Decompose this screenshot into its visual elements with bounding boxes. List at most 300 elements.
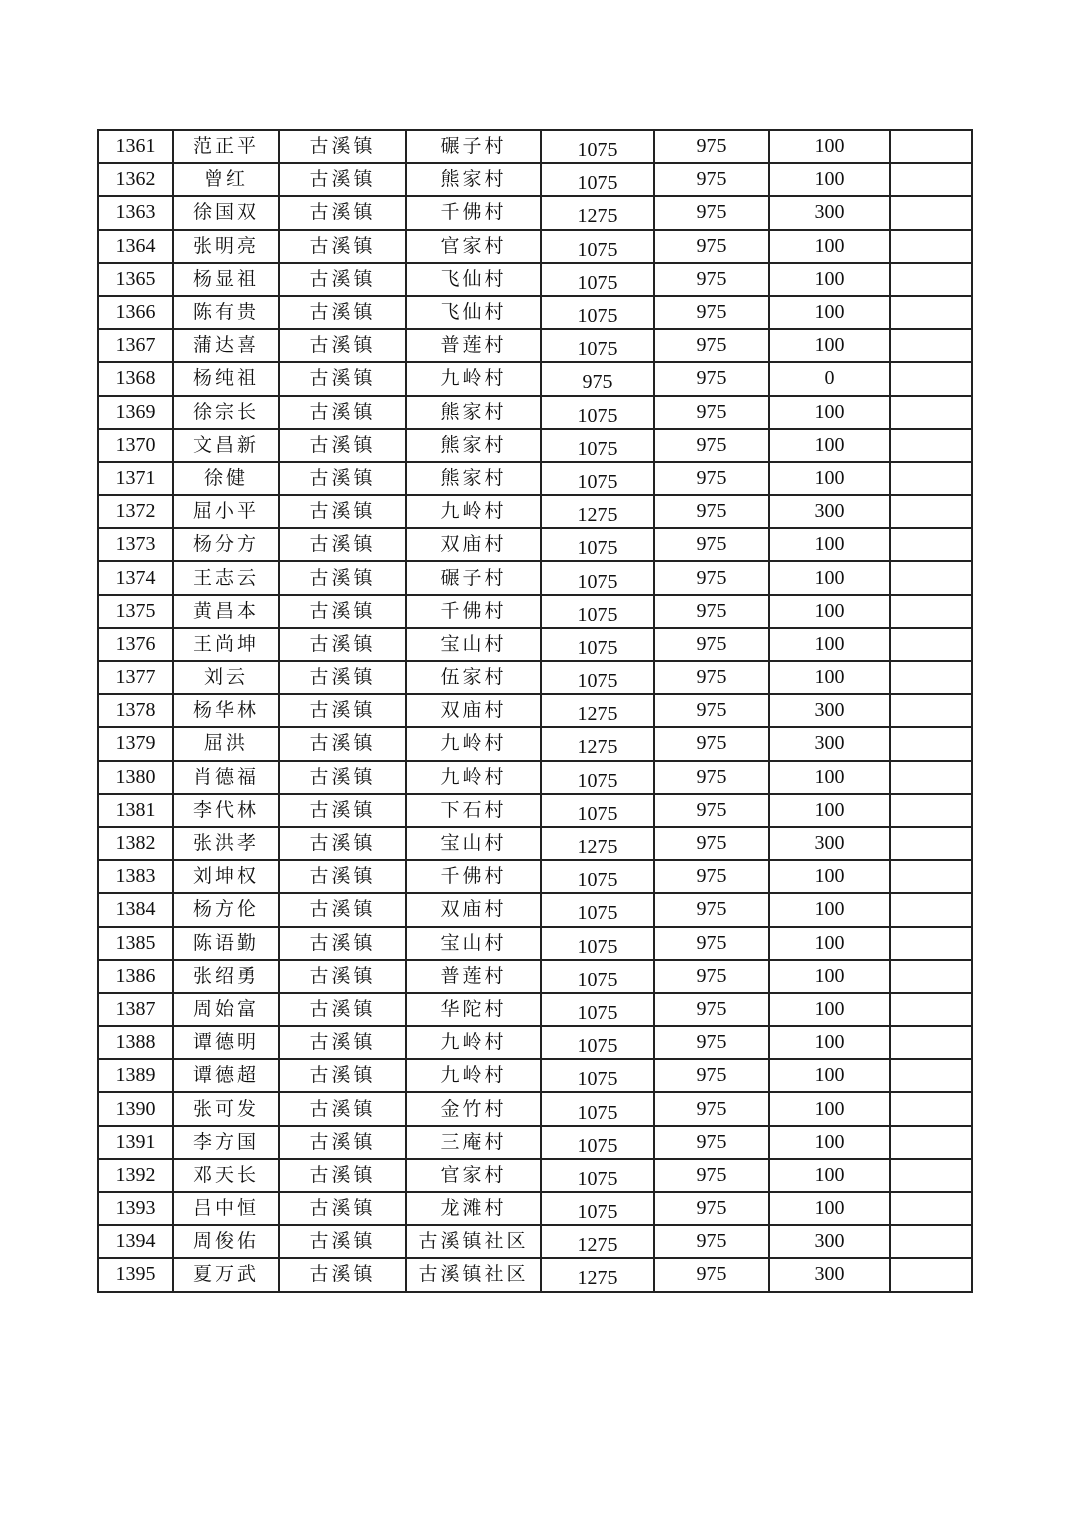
amount-total-cell: 1075 bbox=[541, 1092, 654, 1125]
table-row bbox=[98, 1026, 972, 1059]
remarks-cell bbox=[890, 927, 972, 960]
village-name-cell: 千佛村 bbox=[406, 860, 541, 893]
remarks-cell bbox=[890, 296, 972, 329]
amount-base-cell: 975 bbox=[654, 495, 769, 528]
village-name-cell: 双庙村 bbox=[406, 528, 541, 561]
amount-total-cell: 1275 bbox=[541, 727, 654, 760]
amount-total-cell: 1075 bbox=[541, 860, 654, 893]
amount-difference-cell: 100 bbox=[769, 462, 890, 495]
row-number-cell: 1365 bbox=[98, 263, 173, 296]
village-name-cell: 三庵村 bbox=[406, 1126, 541, 1159]
village-name-cell: 龙滩村 bbox=[406, 1192, 541, 1225]
amount-difference-cell: 300 bbox=[769, 694, 890, 727]
person-name-cell: 刘坤权 bbox=[173, 860, 279, 893]
person-name-cell: 周俊佑 bbox=[173, 1225, 279, 1258]
row-number-cell: 1377 bbox=[98, 661, 173, 694]
remarks-cell bbox=[890, 893, 972, 926]
remarks-cell bbox=[890, 694, 972, 727]
table-row bbox=[98, 263, 972, 296]
amount-total-cell: 1275 bbox=[541, 827, 654, 860]
row-number-cell: 1367 bbox=[98, 329, 173, 362]
remarks-cell bbox=[890, 495, 972, 528]
person-name-cell: 夏万武 bbox=[173, 1258, 279, 1291]
amount-base-cell: 975 bbox=[654, 1225, 769, 1258]
amount-difference-cell: 100 bbox=[769, 561, 890, 594]
amount-base-cell: 975 bbox=[654, 993, 769, 1026]
roster-body bbox=[98, 130, 972, 1292]
village-name-cell: 碾子村 bbox=[406, 130, 541, 163]
row-number-cell: 1368 bbox=[98, 362, 173, 395]
person-name-cell: 谭德超 bbox=[173, 1059, 279, 1092]
town-name-cell: 古溪镇 bbox=[279, 860, 406, 893]
town-name-cell: 古溪镇 bbox=[279, 561, 406, 594]
person-name-cell: 曾红 bbox=[173, 163, 279, 196]
table-row bbox=[98, 661, 972, 694]
remarks-cell bbox=[890, 860, 972, 893]
town-name-cell: 古溪镇 bbox=[279, 893, 406, 926]
amount-base-cell: 975 bbox=[654, 595, 769, 628]
table-row bbox=[98, 1092, 972, 1125]
person-name-cell: 肖德福 bbox=[173, 761, 279, 794]
amount-base-cell: 975 bbox=[654, 794, 769, 827]
row-number-cell: 1388 bbox=[98, 1026, 173, 1059]
remarks-cell bbox=[890, 263, 972, 296]
amount-base-cell: 975 bbox=[654, 130, 769, 163]
row-number-cell: 1375 bbox=[98, 595, 173, 628]
amount-base-cell: 975 bbox=[654, 727, 769, 760]
amount-base-cell: 975 bbox=[654, 1192, 769, 1225]
table-row bbox=[98, 1159, 972, 1192]
table-row bbox=[98, 130, 972, 163]
village-name-cell: 九岭村 bbox=[406, 495, 541, 528]
amount-difference-cell: 100 bbox=[769, 761, 890, 794]
village-name-cell: 宝山村 bbox=[406, 927, 541, 960]
row-number-cell: 1373 bbox=[98, 528, 173, 561]
roster-table bbox=[97, 129, 973, 1293]
amount-base-cell: 975 bbox=[654, 1126, 769, 1159]
remarks-cell bbox=[890, 362, 972, 395]
remarks-cell bbox=[890, 1026, 972, 1059]
table-row bbox=[98, 927, 972, 960]
amount-base-cell: 975 bbox=[654, 329, 769, 362]
table-row bbox=[98, 462, 972, 495]
person-name-cell: 李代林 bbox=[173, 794, 279, 827]
amount-total-cell: 1075 bbox=[541, 130, 654, 163]
table-row bbox=[98, 860, 972, 893]
remarks-cell bbox=[890, 329, 972, 362]
person-name-cell: 杨显祖 bbox=[173, 263, 279, 296]
amount-base-cell: 975 bbox=[654, 1159, 769, 1192]
table-row bbox=[98, 893, 972, 926]
amount-total-cell: 1075 bbox=[541, 595, 654, 628]
town-name-cell: 古溪镇 bbox=[279, 727, 406, 760]
table-row bbox=[98, 1126, 972, 1159]
table-row bbox=[98, 396, 972, 429]
person-name-cell: 范正平 bbox=[173, 130, 279, 163]
amount-total-cell: 1275 bbox=[541, 495, 654, 528]
amount-base-cell: 975 bbox=[654, 561, 769, 594]
amount-difference-cell: 100 bbox=[769, 396, 890, 429]
amount-difference-cell: 100 bbox=[769, 893, 890, 926]
amount-base-cell: 975 bbox=[654, 528, 769, 561]
village-name-cell: 华陀村 bbox=[406, 993, 541, 1026]
village-name-cell: 宝山村 bbox=[406, 628, 541, 661]
amount-difference-cell: 100 bbox=[769, 661, 890, 694]
village-name-cell: 古溪镇社区 bbox=[406, 1225, 541, 1258]
table-row bbox=[98, 794, 972, 827]
amount-difference-cell: 100 bbox=[769, 296, 890, 329]
row-number-cell: 1394 bbox=[98, 1225, 173, 1258]
amount-base-cell: 975 bbox=[654, 960, 769, 993]
remarks-cell bbox=[890, 130, 972, 163]
person-name-cell: 杨华林 bbox=[173, 694, 279, 727]
row-number-cell: 1395 bbox=[98, 1258, 173, 1291]
town-name-cell: 古溪镇 bbox=[279, 927, 406, 960]
row-number-cell: 1384 bbox=[98, 893, 173, 926]
remarks-cell bbox=[890, 1192, 972, 1225]
person-name-cell: 文昌新 bbox=[173, 429, 279, 462]
town-name-cell: 古溪镇 bbox=[279, 130, 406, 163]
person-name-cell: 周始富 bbox=[173, 993, 279, 1026]
amount-difference-cell: 100 bbox=[769, 1159, 890, 1192]
remarks-cell bbox=[890, 1225, 972, 1258]
table-row bbox=[98, 727, 972, 760]
amount-difference-cell: 100 bbox=[769, 960, 890, 993]
amount-total-cell: 1275 bbox=[541, 196, 654, 229]
town-name-cell: 古溪镇 bbox=[279, 462, 406, 495]
town-name-cell: 古溪镇 bbox=[279, 1059, 406, 1092]
person-name-cell: 陈有贵 bbox=[173, 296, 279, 329]
amount-difference-cell: 100 bbox=[769, 329, 890, 362]
town-name-cell: 古溪镇 bbox=[279, 1026, 406, 1059]
amount-total-cell: 1075 bbox=[541, 993, 654, 1026]
row-number-cell: 1382 bbox=[98, 827, 173, 860]
village-name-cell: 官家村 bbox=[406, 230, 541, 263]
table-row bbox=[98, 628, 972, 661]
amount-total-cell: 1075 bbox=[541, 1159, 654, 1192]
amount-total-cell: 1075 bbox=[541, 561, 654, 594]
remarks-cell bbox=[890, 595, 972, 628]
amount-total-cell: 1275 bbox=[541, 694, 654, 727]
town-name-cell: 古溪镇 bbox=[279, 1126, 406, 1159]
amount-total-cell: 1075 bbox=[541, 263, 654, 296]
row-number-cell: 1380 bbox=[98, 761, 173, 794]
village-name-cell: 熊家村 bbox=[406, 163, 541, 196]
person-name-cell: 张洪孝 bbox=[173, 827, 279, 860]
village-name-cell: 普莲村 bbox=[406, 329, 541, 362]
amount-base-cell: 975 bbox=[654, 462, 769, 495]
row-number-cell: 1372 bbox=[98, 495, 173, 528]
table-row bbox=[98, 528, 972, 561]
table-row bbox=[98, 561, 972, 594]
amount-total-cell: 1275 bbox=[541, 1225, 654, 1258]
village-name-cell: 熊家村 bbox=[406, 429, 541, 462]
village-name-cell: 九岭村 bbox=[406, 1059, 541, 1092]
amount-total-cell: 1075 bbox=[541, 230, 654, 263]
table-row bbox=[98, 960, 972, 993]
table-row bbox=[98, 296, 972, 329]
row-number-cell: 1390 bbox=[98, 1092, 173, 1125]
town-name-cell: 古溪镇 bbox=[279, 528, 406, 561]
person-name-cell: 蒲达喜 bbox=[173, 329, 279, 362]
person-name-cell: 谭德明 bbox=[173, 1026, 279, 1059]
table-row bbox=[98, 230, 972, 263]
amount-difference-cell: 100 bbox=[769, 130, 890, 163]
amount-difference-cell: 100 bbox=[769, 927, 890, 960]
person-name-cell: 徐国双 bbox=[173, 196, 279, 229]
row-number-cell: 1387 bbox=[98, 993, 173, 1026]
village-name-cell: 九岭村 bbox=[406, 1026, 541, 1059]
amount-total-cell: 1075 bbox=[541, 1026, 654, 1059]
amount-total-cell: 1075 bbox=[541, 462, 654, 495]
amount-total-cell: 1075 bbox=[541, 1059, 654, 1092]
person-name-cell: 张可发 bbox=[173, 1092, 279, 1125]
person-name-cell: 黄昌本 bbox=[173, 595, 279, 628]
amount-base-cell: 975 bbox=[654, 263, 769, 296]
village-name-cell: 飞仙村 bbox=[406, 296, 541, 329]
village-name-cell: 九岭村 bbox=[406, 761, 541, 794]
table-row bbox=[98, 993, 972, 1026]
town-name-cell: 古溪镇 bbox=[279, 827, 406, 860]
town-name-cell: 古溪镇 bbox=[279, 628, 406, 661]
village-name-cell: 下石村 bbox=[406, 794, 541, 827]
amount-difference-cell: 100 bbox=[769, 263, 890, 296]
row-number-cell: 1361 bbox=[98, 130, 173, 163]
village-name-cell: 九岭村 bbox=[406, 727, 541, 760]
remarks-cell bbox=[890, 661, 972, 694]
remarks-cell bbox=[890, 993, 972, 1026]
village-name-cell: 千佛村 bbox=[406, 196, 541, 229]
amount-base-cell: 975 bbox=[654, 860, 769, 893]
town-name-cell: 古溪镇 bbox=[279, 362, 406, 395]
amount-difference-cell: 100 bbox=[769, 595, 890, 628]
village-name-cell: 官家村 bbox=[406, 1159, 541, 1192]
row-number-cell: 1392 bbox=[98, 1159, 173, 1192]
town-name-cell: 古溪镇 bbox=[279, 396, 406, 429]
town-name-cell: 古溪镇 bbox=[279, 429, 406, 462]
amount-difference-cell: 100 bbox=[769, 794, 890, 827]
village-name-cell: 古溪镇社区 bbox=[406, 1258, 541, 1291]
town-name-cell: 古溪镇 bbox=[279, 794, 406, 827]
remarks-cell bbox=[890, 794, 972, 827]
table-row bbox=[98, 595, 972, 628]
amount-difference-cell: 100 bbox=[769, 1059, 890, 1092]
remarks-cell bbox=[890, 1258, 972, 1291]
amount-total-cell: 975 bbox=[541, 362, 654, 395]
person-name-cell: 杨分方 bbox=[173, 528, 279, 561]
amount-difference-cell: 100 bbox=[769, 1192, 890, 1225]
row-number-cell: 1385 bbox=[98, 927, 173, 960]
amount-total-cell: 1075 bbox=[541, 329, 654, 362]
amount-difference-cell: 300 bbox=[769, 727, 890, 760]
remarks-cell bbox=[890, 429, 972, 462]
village-name-cell: 普莲村 bbox=[406, 960, 541, 993]
amount-base-cell: 975 bbox=[654, 628, 769, 661]
amount-difference-cell: 300 bbox=[769, 196, 890, 229]
amount-base-cell: 975 bbox=[654, 163, 769, 196]
town-name-cell: 古溪镇 bbox=[279, 495, 406, 528]
table-row bbox=[98, 196, 972, 229]
village-name-cell: 碾子村 bbox=[406, 561, 541, 594]
village-name-cell: 飞仙村 bbox=[406, 263, 541, 296]
table-row bbox=[98, 1059, 972, 1092]
row-number-cell: 1366 bbox=[98, 296, 173, 329]
amount-difference-cell: 100 bbox=[769, 429, 890, 462]
person-name-cell: 李方国 bbox=[173, 1126, 279, 1159]
amount-base-cell: 975 bbox=[654, 429, 769, 462]
row-number-cell: 1381 bbox=[98, 794, 173, 827]
village-name-cell: 宝山村 bbox=[406, 827, 541, 860]
person-name-cell: 刘云 bbox=[173, 661, 279, 694]
table-row bbox=[98, 329, 972, 362]
amount-base-cell: 975 bbox=[654, 893, 769, 926]
person-name-cell: 徐宗长 bbox=[173, 396, 279, 429]
row-number-cell: 1371 bbox=[98, 462, 173, 495]
town-name-cell: 古溪镇 bbox=[279, 761, 406, 794]
village-name-cell: 千佛村 bbox=[406, 595, 541, 628]
town-name-cell: 古溪镇 bbox=[279, 661, 406, 694]
village-name-cell: 金竹村 bbox=[406, 1092, 541, 1125]
row-number-cell: 1362 bbox=[98, 163, 173, 196]
person-name-cell: 张明亮 bbox=[173, 230, 279, 263]
town-name-cell: 古溪镇 bbox=[279, 263, 406, 296]
amount-difference-cell: 100 bbox=[769, 1026, 890, 1059]
table-row bbox=[98, 362, 972, 395]
amount-difference-cell: 100 bbox=[769, 860, 890, 893]
remarks-cell bbox=[890, 163, 972, 196]
row-number-cell: 1376 bbox=[98, 628, 173, 661]
person-name-cell: 徐健 bbox=[173, 462, 279, 495]
town-name-cell: 古溪镇 bbox=[279, 694, 406, 727]
person-name-cell: 杨纯祖 bbox=[173, 362, 279, 395]
table-row bbox=[98, 429, 972, 462]
amount-base-cell: 975 bbox=[654, 196, 769, 229]
amount-difference-cell: 300 bbox=[769, 1225, 890, 1258]
table-row bbox=[98, 694, 972, 727]
remarks-cell bbox=[890, 1059, 972, 1092]
row-number-cell: 1391 bbox=[98, 1126, 173, 1159]
remarks-cell bbox=[890, 1159, 972, 1192]
amount-total-cell: 1075 bbox=[541, 893, 654, 926]
table-row bbox=[98, 1225, 972, 1258]
town-name-cell: 古溪镇 bbox=[279, 1258, 406, 1291]
amount-total-cell: 1075 bbox=[541, 429, 654, 462]
town-name-cell: 古溪镇 bbox=[279, 1159, 406, 1192]
row-number-cell: 1386 bbox=[98, 960, 173, 993]
town-name-cell: 古溪镇 bbox=[279, 1092, 406, 1125]
remarks-cell bbox=[890, 528, 972, 561]
amount-total-cell: 1075 bbox=[541, 628, 654, 661]
amount-base-cell: 975 bbox=[654, 661, 769, 694]
amount-difference-cell: 100 bbox=[769, 528, 890, 561]
amount-total-cell: 1075 bbox=[541, 1192, 654, 1225]
amount-difference-cell: 0 bbox=[769, 362, 890, 395]
amount-difference-cell: 100 bbox=[769, 230, 890, 263]
row-number-cell: 1374 bbox=[98, 561, 173, 594]
amount-total-cell: 1075 bbox=[541, 761, 654, 794]
remarks-cell bbox=[890, 561, 972, 594]
village-name-cell: 双庙村 bbox=[406, 893, 541, 926]
row-number-cell: 1363 bbox=[98, 196, 173, 229]
person-name-cell: 屈洪 bbox=[173, 727, 279, 760]
row-number-cell: 1389 bbox=[98, 1059, 173, 1092]
amount-difference-cell: 100 bbox=[769, 993, 890, 1026]
row-number-cell: 1393 bbox=[98, 1192, 173, 1225]
remarks-cell bbox=[890, 761, 972, 794]
amount-base-cell: 975 bbox=[654, 296, 769, 329]
remarks-cell bbox=[890, 1092, 972, 1125]
village-name-cell: 九岭村 bbox=[406, 362, 541, 395]
table-row bbox=[98, 1192, 972, 1225]
row-number-cell: 1370 bbox=[98, 429, 173, 462]
row-number-cell: 1383 bbox=[98, 860, 173, 893]
amount-difference-cell: 300 bbox=[769, 495, 890, 528]
person-name-cell: 杨方伦 bbox=[173, 893, 279, 926]
person-name-cell: 王尚坤 bbox=[173, 628, 279, 661]
person-name-cell: 屈小平 bbox=[173, 495, 279, 528]
village-name-cell: 双庙村 bbox=[406, 694, 541, 727]
amount-difference-cell: 100 bbox=[769, 1126, 890, 1159]
amount-total-cell: 1075 bbox=[541, 661, 654, 694]
amount-base-cell: 975 bbox=[654, 827, 769, 860]
amount-base-cell: 975 bbox=[654, 761, 769, 794]
person-name-cell: 陈语勤 bbox=[173, 927, 279, 960]
village-name-cell: 熊家村 bbox=[406, 462, 541, 495]
remarks-cell bbox=[890, 196, 972, 229]
town-name-cell: 古溪镇 bbox=[279, 960, 406, 993]
amount-base-cell: 975 bbox=[654, 1059, 769, 1092]
person-name-cell: 张绍勇 bbox=[173, 960, 279, 993]
table-row bbox=[98, 163, 972, 196]
amount-difference-cell: 100 bbox=[769, 163, 890, 196]
row-number-cell: 1378 bbox=[98, 694, 173, 727]
amount-total-cell: 1075 bbox=[541, 296, 654, 329]
remarks-cell bbox=[890, 462, 972, 495]
amount-total-cell: 1075 bbox=[541, 794, 654, 827]
amount-total-cell: 1075 bbox=[541, 163, 654, 196]
amount-difference-cell: 300 bbox=[769, 827, 890, 860]
amount-total-cell: 1275 bbox=[541, 1258, 654, 1291]
amount-total-cell: 1075 bbox=[541, 927, 654, 960]
person-name-cell: 王志云 bbox=[173, 561, 279, 594]
amount-base-cell: 975 bbox=[654, 1092, 769, 1125]
town-name-cell: 古溪镇 bbox=[279, 595, 406, 628]
town-name-cell: 古溪镇 bbox=[279, 230, 406, 263]
remarks-cell bbox=[890, 396, 972, 429]
table-row bbox=[98, 827, 972, 860]
amount-base-cell: 975 bbox=[654, 362, 769, 395]
table-row bbox=[98, 761, 972, 794]
amount-difference-cell: 100 bbox=[769, 628, 890, 661]
amount-base-cell: 975 bbox=[654, 230, 769, 263]
person-name-cell: 邓天长 bbox=[173, 1159, 279, 1192]
amount-base-cell: 975 bbox=[654, 927, 769, 960]
person-name-cell: 吕中恒 bbox=[173, 1192, 279, 1225]
amount-base-cell: 975 bbox=[654, 694, 769, 727]
remarks-cell bbox=[890, 727, 972, 760]
town-name-cell: 古溪镇 bbox=[279, 163, 406, 196]
remarks-cell bbox=[890, 628, 972, 661]
amount-base-cell: 975 bbox=[654, 1258, 769, 1291]
amount-base-cell: 975 bbox=[654, 1026, 769, 1059]
town-name-cell: 古溪镇 bbox=[279, 296, 406, 329]
amount-total-cell: 1075 bbox=[541, 396, 654, 429]
village-name-cell: 伍家村 bbox=[406, 661, 541, 694]
village-name-cell: 熊家村 bbox=[406, 396, 541, 429]
row-number-cell: 1369 bbox=[98, 396, 173, 429]
row-number-cell: 1379 bbox=[98, 727, 173, 760]
town-name-cell: 古溪镇 bbox=[279, 196, 406, 229]
